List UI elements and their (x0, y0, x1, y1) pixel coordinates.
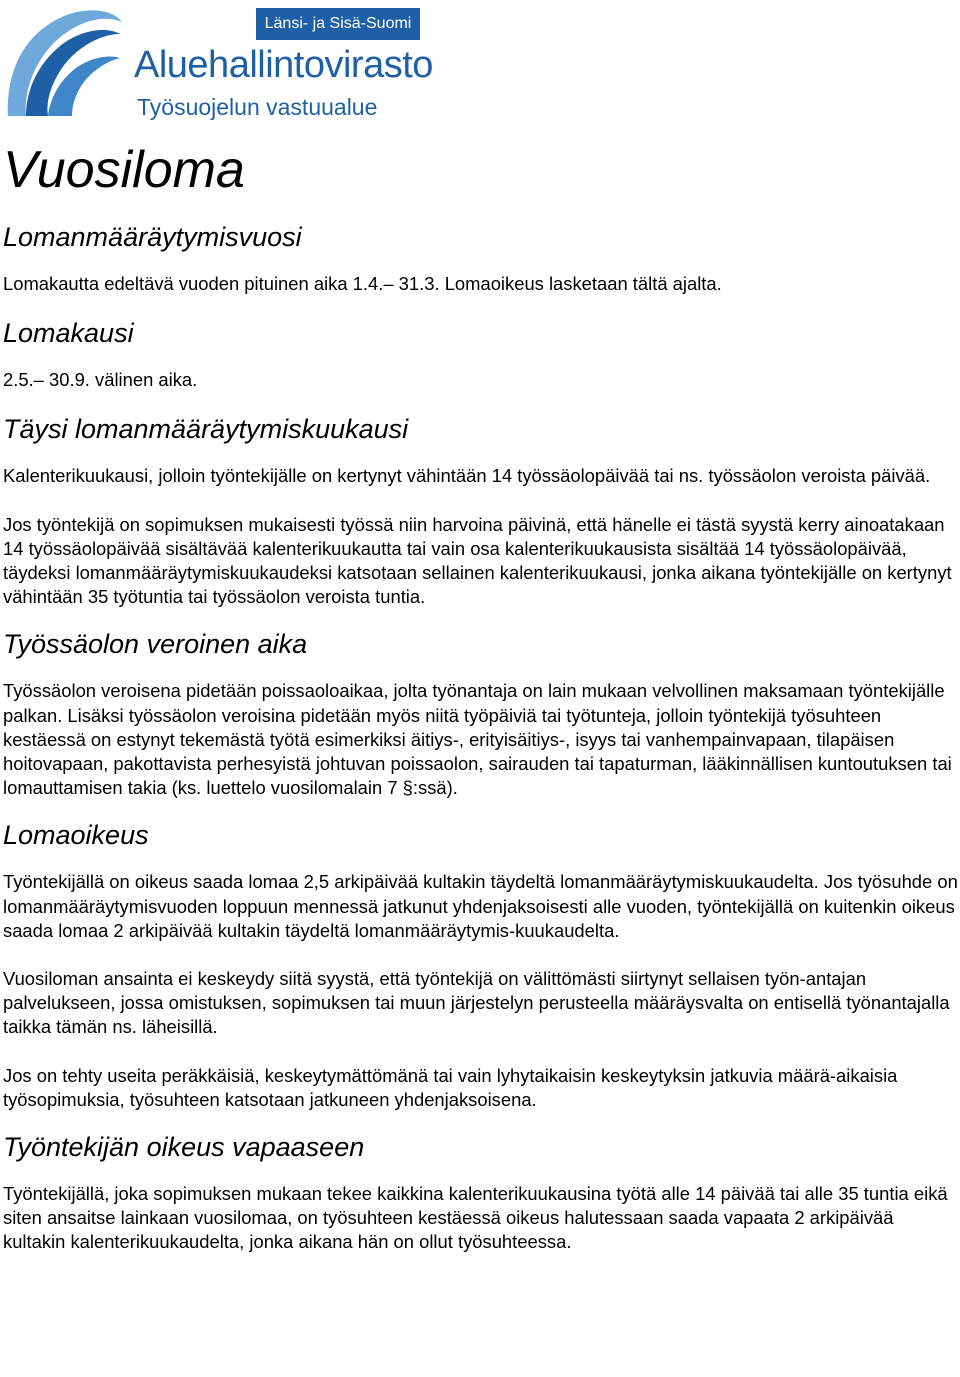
section-paragraph: Työssäolon veroisena pidetään poissaoloaikaa, jolta työnantaja on lain mukaan velvollinen maksamaan työntekijälle palkan. Lisäksi työssäolon veroisina pidetään myös niitä työpäiviä tai työtunteja, jolloin työntekijä työsuhteen kestäessä on estynyt tekemästä työtä esimerkiksi äitiys-, erityisäitiys-, isyys tai vanhempainvapaan, tilapäisen hoitovapaan, pakottavista perhesyistä johtuvan poissaolon, sairauden tai tapaturman, lääkinnällisen kuntoutuksen tai lomauttamisen takia (ks. luettelo vuosilomalain 7 §:ssä). (3, 680, 952, 799)
logo-unit-name: Työsuojelun vastuualue (137, 94, 378, 120)
agency-logo (4, 4, 433, 120)
section-paragraph: Lomakautta edeltävä vuoden pituinen aika 1.4.– 31.3. Lomaoikeus lasketaan tältä ajalta. (3, 273, 722, 294)
section-heading: Lomaoikeus (3, 820, 149, 851)
page-title: Vuosiloma (3, 141, 245, 199)
section-paragraph: Työntekijällä, joka sopimuksen mukaan tekee kaikkina kalenterikuukausina työtä alle 14 päivää tai alle 35 tuntia eikä siten ansaitse lainkaan vuosilomaa, on työsuhteen kestäessä oikeus halutessaan saada vapaata 2 arkipäivää kultakin kalenterikuukaudelta, jonka aikana hän on ollut työsuhteessa. (3, 1183, 948, 1253)
swoosh-logo-icon (4, 4, 124, 120)
section-paragraph: Jos työntekijä on sopimuksen mukaisesti työssä niin harvoina päivinä, että hänelle ei tästä syystä kerry ainoatakaan 14 työssäolopäivää sisältävää kalenterikuukautta tai vain osa kalenterikuukausista sisältää 14 työssäolopäivää, täydeksi lomanmääräytymiskuukaudeksi katsotaan sellainen kalenterikuukausi, jonka aikana työntekijälle on kertynyt vähintään 35 työtuntia tai työssäolon veroista tuntia. (3, 513, 952, 608)
section-paragraph: Jos on tehty useita peräkkäisiä, keskeytymättömänä tai vain lyhytaikaisin keskeytyksin jatkuvia määrä-aikaisia työsopimuksia, työsuhteen katsotaan jatkuneen yhdenjaksoisena. (3, 1064, 898, 1110)
section-paragraph: 2.5.– 30.9. välinen aika. (3, 369, 198, 391)
section-heading: Täysi lomanmääräytymiskuukausi (3, 414, 409, 445)
document-body (3, 138, 959, 1255)
logo-region-banner: Länsi- ja Sisä-Suomi (256, 8, 420, 40)
section-paragraph: Vuosiloman ansainta ei keskeydy siitä syystä, että työntekijä on välittömästi siirtynyt sellaisen työn-antajan palvelukseen, jossa omistuksen, sopimuksen tai muun järjestelyn perusteella määräysvalta on entisellä työnantajalla taikka tämän ns. läheisillä. (3, 968, 950, 1038)
section-heading: Lomakausi (3, 318, 134, 349)
logo-agency-name: Aluehallintovirasto (134, 44, 433, 86)
section-heading: Lomanmääräytymisvuosi (3, 222, 302, 252)
section-heading: Työssäolon veroinen aika (3, 629, 308, 660)
section-paragraph: Kalenterikuukausi, jolloin työntekijälle on kertynyt vähintään 14 työssäolopäivää tai ns. työssäolon veroista päivää. (3, 465, 931, 487)
section-heading: Työntekijän oikeus vapaaseen (3, 1132, 365, 1163)
section-paragraph: Työntekijällä on oikeus saada lomaa 2,5 arkipäivää kultakin täydeltä lomanmääräytymiskuukaudelta. Jos työsuhde on lomanmääräytymisvuoden loppuun mennessä jatkunut yhdenjaksoisesti alle vuoden, työntekijällä on kuitenkin oikeus saada lomaa 2 arkipäivää kultakin täydeltä lomanmääräytymis-kuukaudelta. (3, 871, 958, 941)
